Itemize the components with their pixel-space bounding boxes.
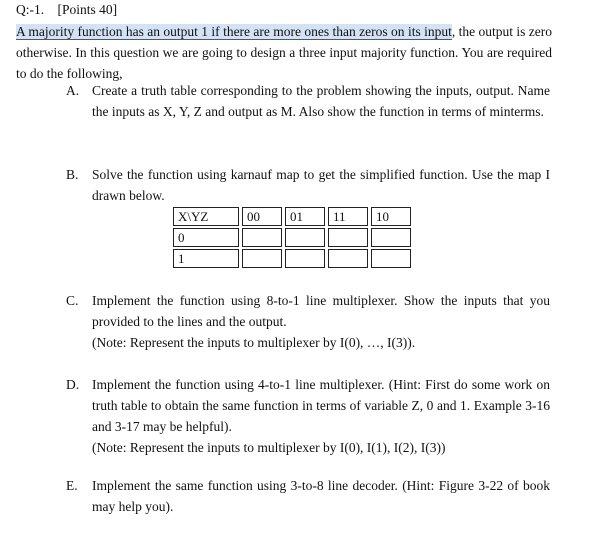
task-c: [66, 290, 550, 353]
karnaugh-map-table: [170, 205, 414, 270]
intro-paragraph: [16, 21, 552, 84]
task-d-note: (Note: Represent the inputs to multiplexer by I(0), I(1), I(2), I(3)): [92, 440, 446, 455]
kmap-row: [173, 228, 411, 247]
kmap-cell: [242, 249, 282, 268]
task-e: [66, 475, 550, 517]
task-a-letter: A.: [66, 83, 80, 98]
question-header: [16, 2, 117, 18]
task-b-text: Solve the function using karnauf map to get the simplified function. Use the map I drawn below.: [92, 167, 550, 203]
kmap-header-row: [173, 207, 411, 226]
task-a: [66, 80, 550, 122]
task-c-letter: C.: [66, 293, 79, 308]
task-d-letter: D.: [66, 377, 80, 392]
kmap-corner-cell: X\YZ: [173, 207, 239, 226]
kmap-cell: [328, 249, 368, 268]
kmap-cell: [328, 228, 368, 247]
task-b-letter: B.: [66, 167, 79, 182]
highlighted-text[interactable]: A majority function has an output 1 if there are more ones than zeros on its input: [16, 24, 452, 39]
kmap-col-header: 11: [328, 207, 368, 226]
kmap-cell: [285, 228, 325, 247]
kmap-cell: [242, 228, 282, 247]
kmap-cell: [371, 249, 411, 268]
task-e-text: Implement the same function using 3-to-8 line decoder. (Hint: Figure 3-22 of book may help you).: [92, 478, 550, 514]
kmap-col-header: 01: [285, 207, 325, 226]
task-c-body: [92, 290, 550, 353]
kmap-row: [173, 249, 411, 268]
task-e-letter: E.: [66, 478, 78, 493]
question-number: Q:-1.: [16, 2, 45, 17]
intro-rest: , the output is zero otherwise. In this question we are going to design a three input majority function. You are required to do the following,: [16, 24, 552, 81]
task-d-text: Implement the function using 4-to-1 line multiplexer. (Hint: First do some work on truth table to obtain the same function in terms of variable Z, 0 and 1. Example 3-16 and 3-17 may be helpful).: [92, 377, 550, 434]
kmap-row-header: 1: [173, 249, 239, 268]
question-points: [Points 40]: [57, 2, 118, 17]
task-d-body: [92, 374, 550, 458]
task-b: [66, 164, 550, 206]
kmap-cell: [285, 249, 325, 268]
kmap-col-header: 00: [242, 207, 282, 226]
kmap-row-header: 0: [173, 228, 239, 247]
kmap-cell: [371, 228, 411, 247]
task-c-text: Implement the function using 8-to-1 line multiplexer. Show the inputs that you provided to the lines and the output.: [92, 293, 550, 329]
task-d: [66, 374, 550, 458]
task-c-note: (Note: Represent the inputs to multiplexer by I(0), …, I(3)).: [92, 335, 416, 350]
kmap-col-header: 10: [371, 207, 411, 226]
task-a-text: Create a truth table corresponding to the problem showing the inputs, output. Name the inputs as X, Y, Z and output as M. Also show the function in terms of minterms.: [92, 83, 550, 119]
